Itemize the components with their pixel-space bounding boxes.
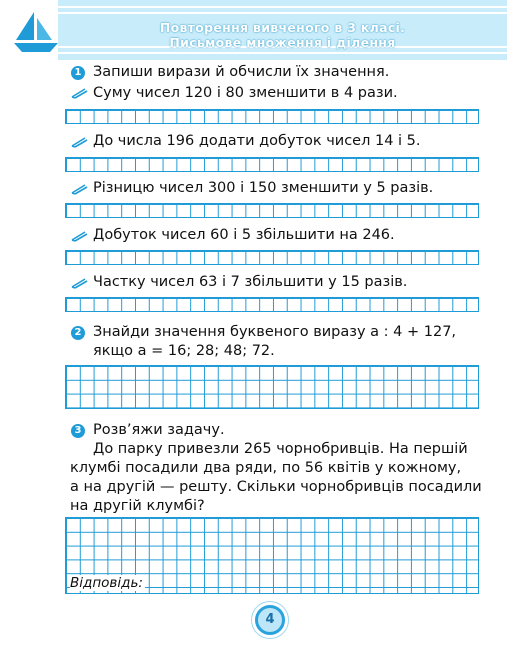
answer-grid-2[interactable] xyxy=(65,157,479,172)
pencil-icon xyxy=(70,136,88,148)
task1-item-1: Суму чисел 120 і 80 зменшити в 4 рази. xyxy=(93,85,398,101)
pencil-icon xyxy=(70,183,88,195)
title-line-1: Повторення вивченого в 3 класі. xyxy=(159,20,406,35)
task-number-1: 1 xyxy=(71,66,85,80)
task1-item-3: Різницю чисел 300 і 150 зменшити у 5 разів. xyxy=(93,180,434,196)
task3-line-2: клумбі посадили два ряди, по 56 квітів у кожному, xyxy=(70,460,462,476)
answer-grid-4[interactable] xyxy=(65,250,479,265)
task3-line-3: а на другій — решту. Скільки чорнобривців посадили xyxy=(70,479,482,495)
page-number: 4 xyxy=(255,605,285,635)
pencil-icon xyxy=(70,230,88,242)
answer-grid-task2[interactable] xyxy=(65,365,479,409)
answer-grid-3[interactable] xyxy=(65,203,479,218)
task3-line-4: на другій клумбі? xyxy=(70,498,205,514)
task2-line-1: Знайди значення буквеного виразу а : 4 + 127, xyxy=(93,324,457,340)
pencil-icon xyxy=(70,277,88,289)
task3-instruction: Розв’яжи задачу. xyxy=(93,422,225,438)
answer-label: Відповідь: xyxy=(70,575,143,591)
header-banner xyxy=(58,0,507,60)
answer-grid-5[interactable] xyxy=(65,297,479,312)
task-number-3: 3 xyxy=(71,424,85,438)
pencil-icon xyxy=(70,87,88,99)
title-line-2: Письмове множення і ділення xyxy=(169,35,396,50)
task1-item-4: Добуток чисел 60 і 5 збільшити на 246. xyxy=(93,227,395,243)
task1-item-5: Частку чисел 63 і 7 збільшити у 15 разів. xyxy=(93,274,408,290)
task-number-2: 2 xyxy=(71,326,85,340)
task1-item-2: До числа 196 додати добуток чисел 14 і 5. xyxy=(93,133,421,149)
task3-line-1: До парку привезли 265 чорнобривців. На першій xyxy=(93,441,468,457)
answer-grid-1[interactable] xyxy=(65,109,479,124)
task1-instruction: Запиши вирази й обчисли їх значення. xyxy=(93,64,390,80)
page-title xyxy=(58,20,507,50)
sailboat-icon xyxy=(12,10,60,54)
task2-line-2: якщо а = 16; 28; 48; 72. xyxy=(93,343,275,359)
